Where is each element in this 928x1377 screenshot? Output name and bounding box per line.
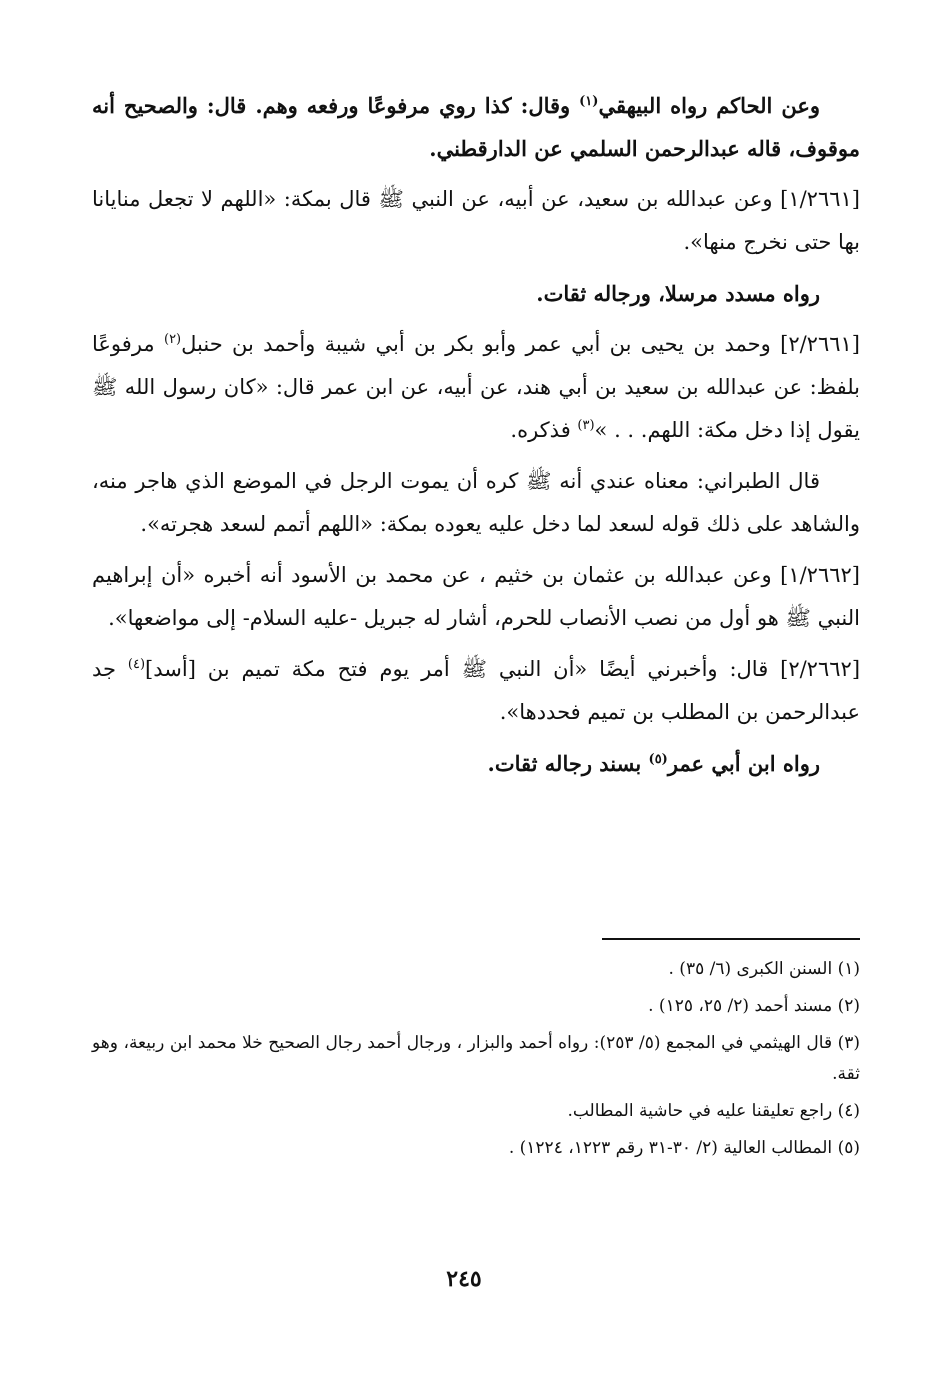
text-run: مرفوعًا بلفظ: عن عبدالله بن سعيد بن أبي هند، عن أبيه، عن ابن عمر قال: «كان رسول الله ﷺ يقول إذا دخل مكة: اللهم. . . » bbox=[92, 332, 860, 442]
footnote-3 bbox=[92, 1028, 860, 1090]
footnote-1 bbox=[92, 954, 860, 985]
main-text bbox=[92, 84, 860, 793]
text-run: رواه ابن أبي عمر bbox=[667, 751, 820, 776]
footnote-ref: (٣) bbox=[577, 418, 595, 433]
hadith-2662-2 bbox=[92, 648, 860, 734]
paragraph-tabarani bbox=[92, 460, 860, 546]
narration-note-musaddad bbox=[92, 272, 860, 315]
footnote-text: السنن الكبرى (٦/ ٣٥) . bbox=[668, 959, 833, 979]
text-run: [٢/٢٦٦١] وحمد بن يحيى بن أبي عمر وأبو بكر بن أبي شيبة وأحمد بن حنبل bbox=[181, 332, 860, 356]
footnote-text: مسند أحمد (٢/ ٢٥، ١٢٥) . bbox=[648, 996, 833, 1016]
hadith-2661-2 bbox=[92, 323, 860, 452]
footnote-number: (٣) bbox=[837, 1033, 861, 1053]
footnote-ref: (١) bbox=[579, 94, 599, 109]
hadith-2661-1 bbox=[92, 178, 860, 264]
footnote-number: (٥) bbox=[837, 1138, 860, 1158]
footnotes-section bbox=[92, 938, 860, 1170]
footnote-text: راجع تعليقنا عليه في حاشية المطالب. bbox=[567, 1101, 833, 1121]
footnote-text: المطالب العالية (٢/ ٣٠-٣١ رقم ١٢٢٣، ١٢٢٤) . bbox=[508, 1138, 833, 1158]
narration-note-ibn-abi-umar bbox=[92, 742, 860, 785]
paragraph-hakim bbox=[92, 84, 860, 170]
text-run: وعن الحاكم رواه البيهقي bbox=[598, 93, 820, 118]
page-number: ٢٤٥ bbox=[446, 1266, 482, 1292]
text-run: رواه مسدد مرسلا، ورجاله ثقات. bbox=[536, 281, 820, 306]
footnote-number: (١) bbox=[837, 959, 860, 979]
text-run: [٢/٢٦٦٢] قال: وأخبرني أيضًا «أن النبي ﷺ أمر يوم فتح مكة تميم بن [أسد] bbox=[145, 657, 861, 681]
footnote-5 bbox=[92, 1133, 860, 1164]
footnote-ref: (٥) bbox=[648, 752, 668, 767]
text-run: قال الطبراني: معناه عندي أنه ﷺ كره أن يموت الرجل في الموضع الذي هاجر منه، والشاهد على ذلك قوله لسعد لما دخل عليه يعوده بمكة: «اللهم أتمم لسعد هجرته». bbox=[92, 469, 860, 536]
footnote-ref: (٢) bbox=[163, 332, 182, 347]
text-run: بسند رجاله ثقات. bbox=[487, 751, 649, 776]
text-run: جد عبدالرحمن بن المطلب بن تميم فحددها». bbox=[92, 657, 860, 724]
footnote-ref: (٤) bbox=[127, 657, 146, 672]
footnote-text: قال الهيثمي في المجمع (٥/ ٢٥٣): رواه أحمد والبزار ، ورجال أحمد رجال الصحيح خلا محمد ابن ربيعة، وهو ثقة. bbox=[92, 1033, 860, 1084]
text-run: [١/٢٦٦٢] وعن عبدالله بن عثمان بن خثيم ، عن محمد بن الأسود أنه أخبره «أن إبراهيم النبي ﷺ هو أول من نصب الأنصاب للحرم، أشار له جبريل -عليه السلام- إلى مواضعها». bbox=[92, 563, 860, 630]
footnote-separator bbox=[602, 938, 860, 940]
footnote-number: (٢) bbox=[837, 996, 860, 1016]
footnote-2 bbox=[92, 991, 860, 1022]
footnote-4 bbox=[92, 1096, 860, 1127]
text-run: فذكره. bbox=[510, 418, 578, 442]
footnote-number: (٤) bbox=[837, 1101, 860, 1121]
hadith-2662-1 bbox=[92, 554, 860, 640]
text-run: وقال: كذا روي مرفوعًا ورفعه وهم. قال: والصحيح أنه موقوف، قاله عبدالرحمن السلمي عن الدارقطني. bbox=[92, 93, 860, 161]
text-run: [١/٢٦٦١] وعن عبدالله بن سعيد، عن أبيه، عن النبي ﷺ قال بمكة: «اللهم لا تجعل منايانا بها حتى نخرج منها». bbox=[92, 187, 860, 254]
